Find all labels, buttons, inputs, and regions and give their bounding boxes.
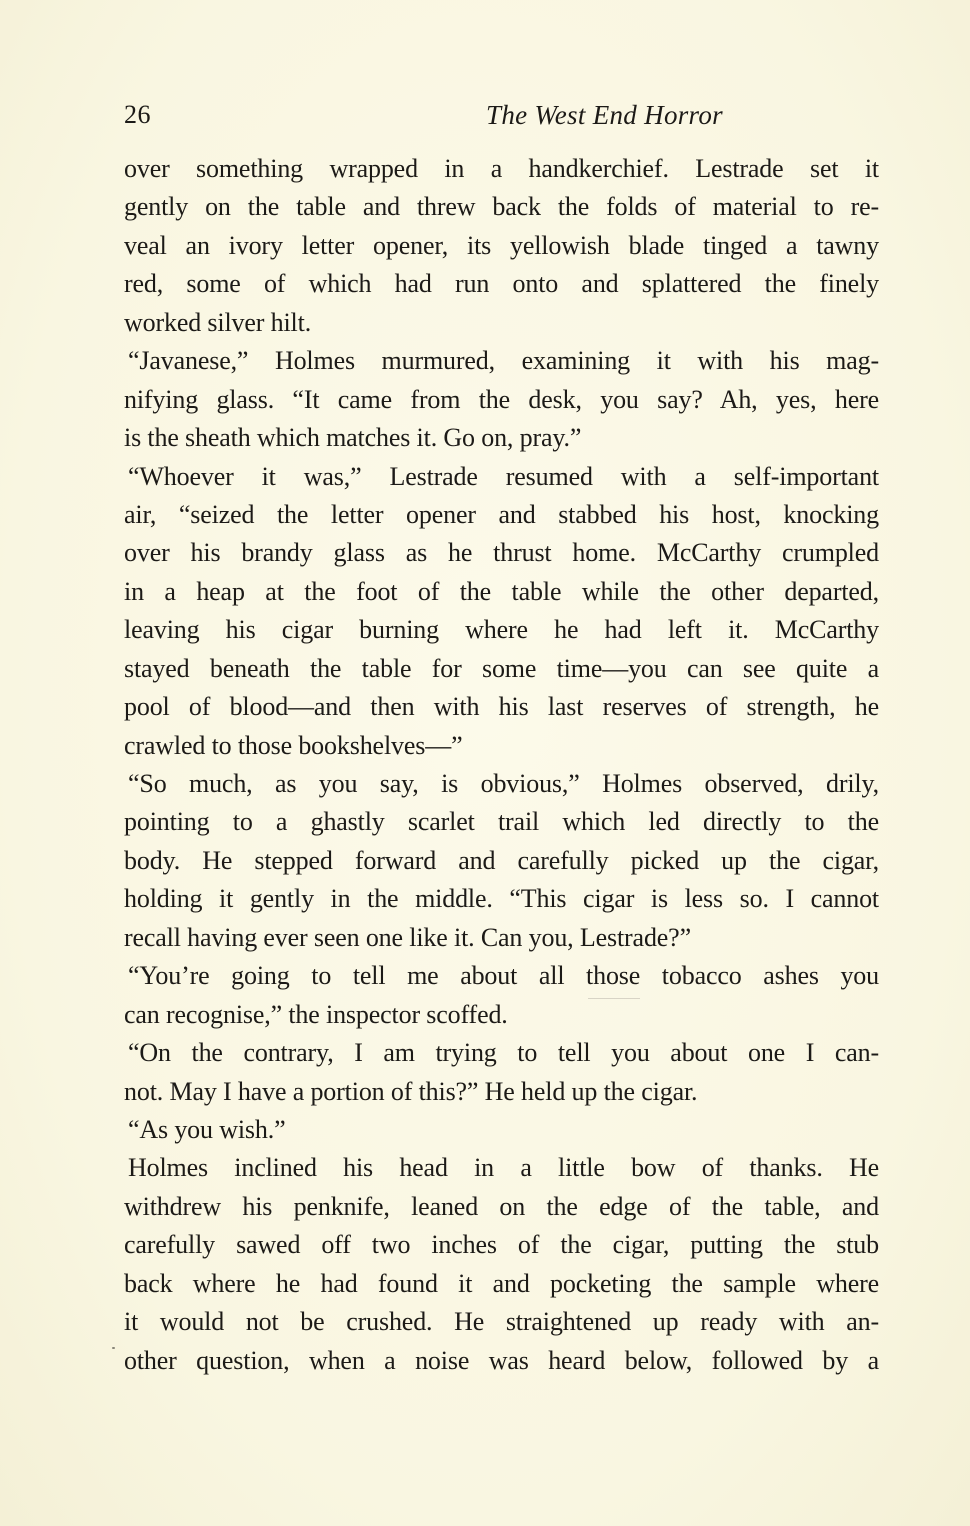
text-line: “On the contrary, I am trying to tell you about one I can- bbox=[128, 1038, 879, 1068]
text-line: “As you wish.” bbox=[128, 1114, 286, 1144]
running-title: The West End Horror bbox=[486, 100, 723, 130]
text-line: over his brandy glass as he thrust home. McCarthy crumpled bbox=[124, 538, 879, 568]
text-line: Holmes inclined his head in a little bow of thanks. He bbox=[128, 1153, 879, 1183]
text-line: over something wrapped in a handkerchief. Lestrade set it bbox=[124, 154, 879, 183]
text-line: “You’re going to tell me about all those tobacco ashes you bbox=[128, 961, 879, 991]
text-line: pointing to a ghastly scarlet trail which led directly to the bbox=[124, 807, 879, 837]
text-line: worked silver hilt. bbox=[124, 307, 312, 337]
text-line: body. He stepped forward and carefully picked up the cigar, bbox=[124, 845, 879, 875]
text-line: stayed beneath the table for some time—you can see quite a bbox=[124, 653, 879, 683]
text-line: “Javanese,” Holmes murmured, examining it with his mag- bbox=[128, 346, 879, 376]
text-line: red, some of which had run onto and splattered the finely bbox=[124, 269, 879, 299]
text-line: air, “seized the letter opener and stabbed his host, knocking bbox=[124, 499, 879, 529]
text-line: can recognise,” the inspector scoffed. bbox=[124, 999, 508, 1029]
text-line: withdrew his penknife, leaned on the edge of the table, and bbox=[124, 1191, 879, 1221]
text-line: recall having ever seen one like it. Can you, Lestrade?” bbox=[124, 922, 691, 952]
text-line: is the sheath which matches it. Go on, pray.” bbox=[124, 423, 582, 453]
text-line: crawled to those bookshelves—” bbox=[124, 730, 463, 760]
body-text bbox=[124, 150, 879, 1380]
text-line: leaving his cigar burning where he had left it. McCarthy bbox=[124, 615, 879, 645]
text-line: “So much, as you say, is obvious,” Holmes observed, drily, bbox=[128, 769, 879, 798]
text-line: holding it gently in the middle. “This cigar is less so. I cannot bbox=[124, 884, 879, 914]
text-line: pool of blood—and then with his last reserves of strength, he bbox=[124, 692, 879, 722]
page-header bbox=[124, 100, 880, 140]
text-line: back where he had found it and pocketing the sample where bbox=[124, 1268, 879, 1298]
stray-mark bbox=[112, 1347, 115, 1349]
text-line: veal an ivory letter opener, its yellowish blade tinged a tawny bbox=[124, 230, 879, 260]
page-number: 26 bbox=[124, 100, 151, 129]
text-line: other question, when a noise was heard below, followed by a bbox=[124, 1345, 879, 1375]
text-line: carefully sawed off two inches of the cigar, putting the stub bbox=[124, 1230, 879, 1260]
text-line: it would not be crushed. He straightened up ready with an- bbox=[124, 1307, 879, 1337]
pencil-mark bbox=[588, 998, 640, 999]
text-line: gently on the table and threw back the folds of material to re- bbox=[124, 192, 879, 222]
text-line: not. May I have a portion of this?” He held up the cigar. bbox=[124, 1076, 698, 1106]
text-line: in a heap at the foot of the table while the other departed, bbox=[124, 576, 879, 606]
text-line: “Whoever it was,” Lestrade resumed with a self-important bbox=[128, 461, 879, 491]
text-line: nifying glass. “It came from the desk, you say? Ah, yes, here bbox=[124, 384, 879, 414]
